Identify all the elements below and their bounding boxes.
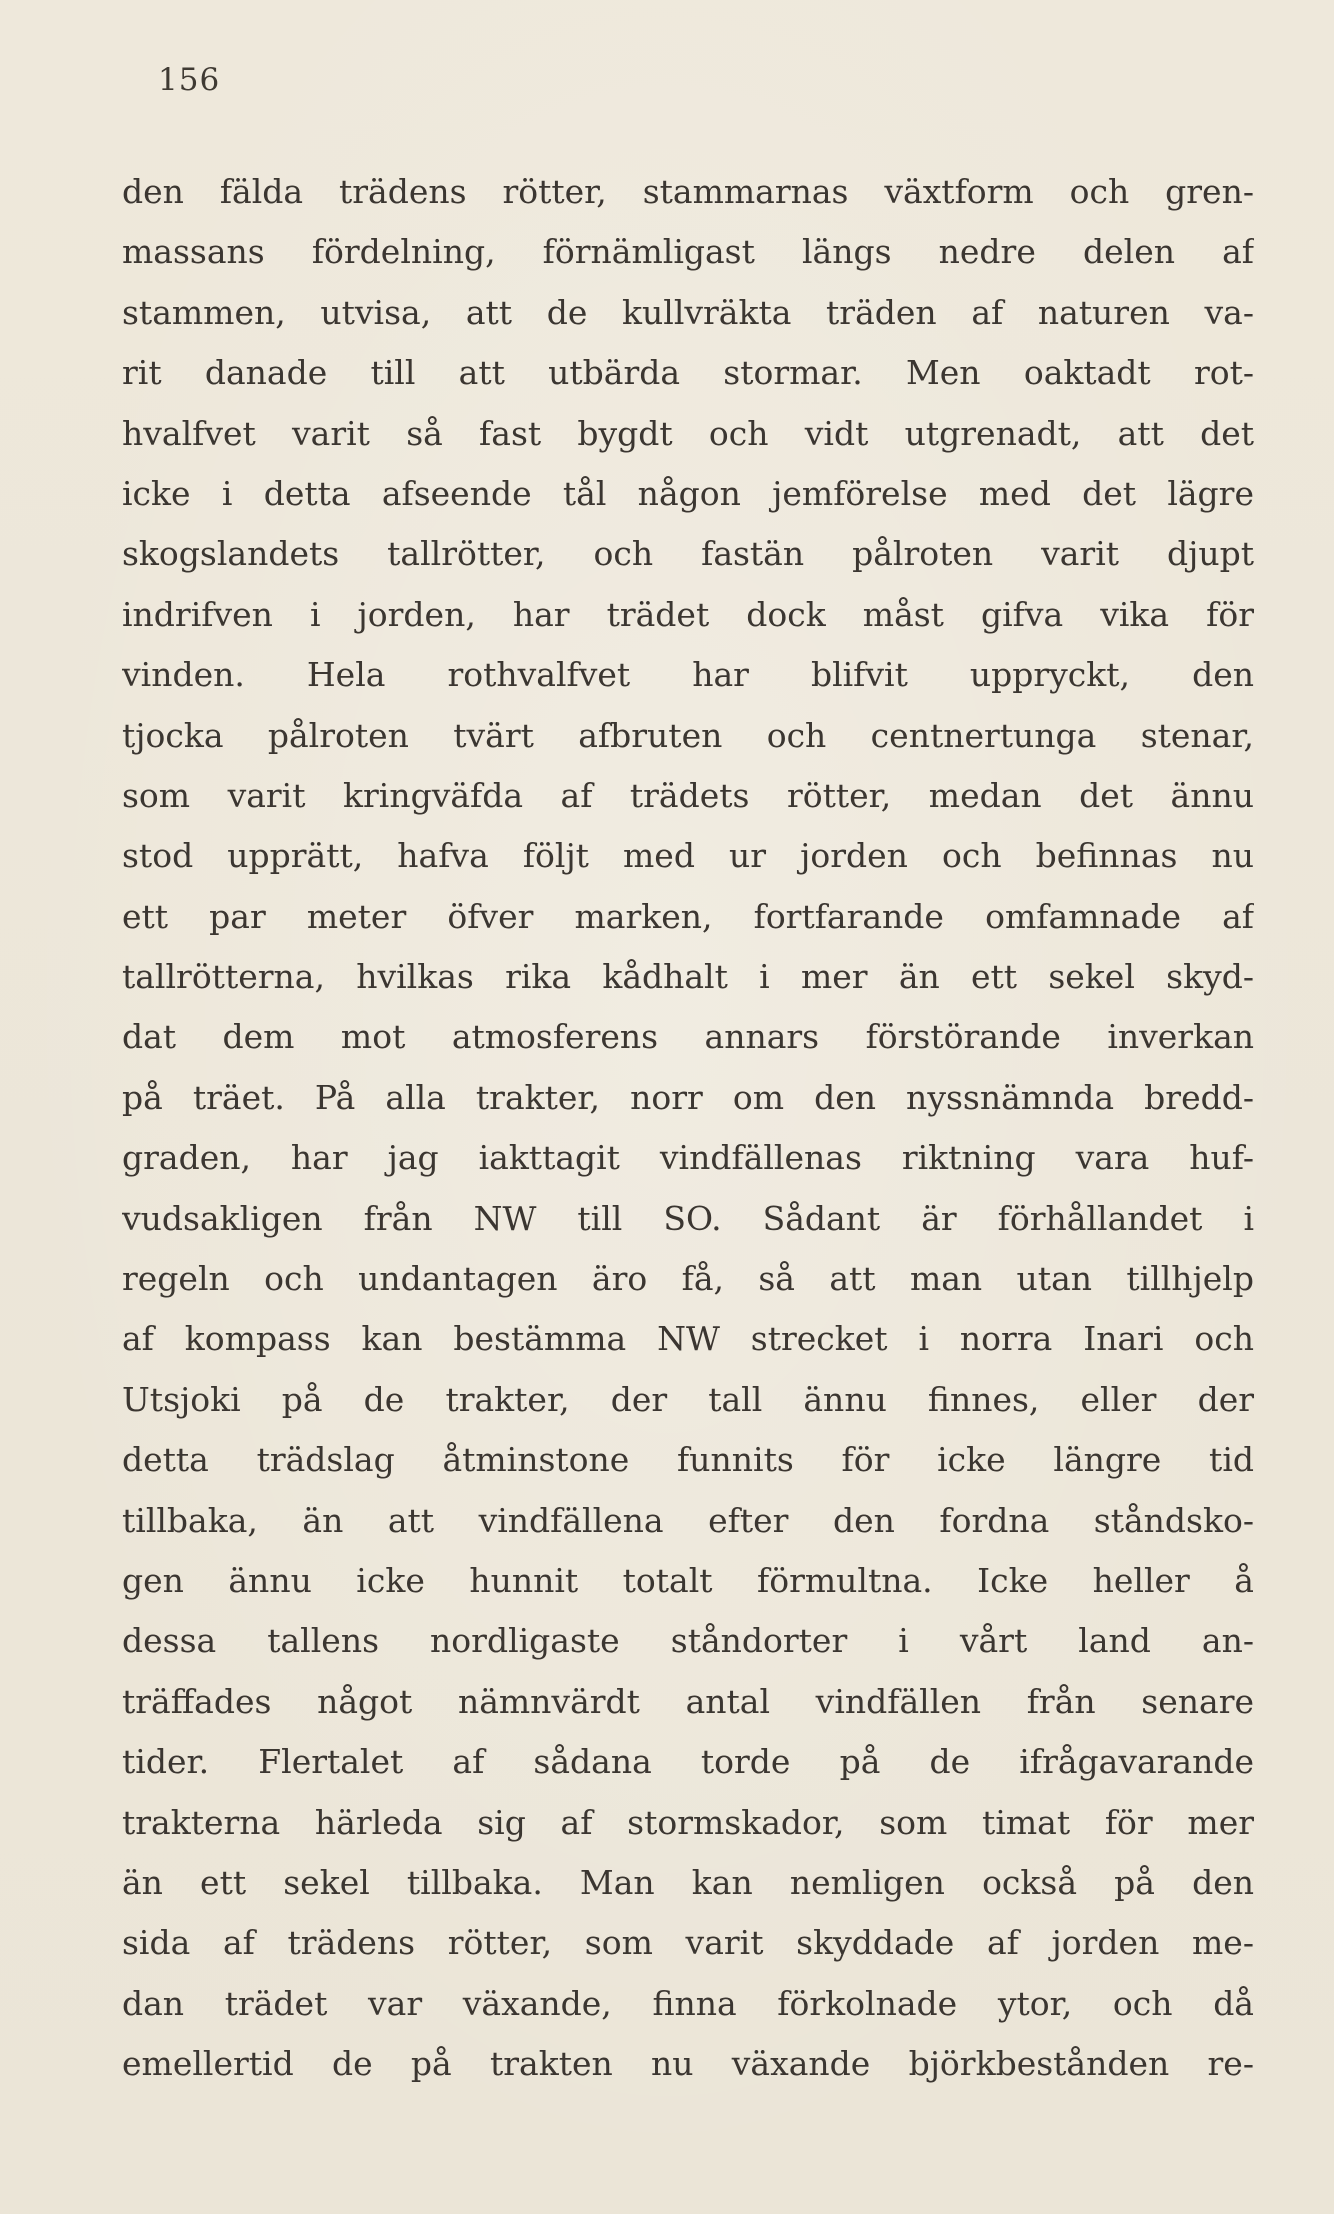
text-line: stod upprätt, hafva följt med ur jorden och befinnas nu	[122, 836, 1254, 876]
text-line: träffades något nämnvärdt antal vindfällen från senare	[122, 1681, 1254, 1721]
text-line: Utsjoki på de trakter, der tall ännu finnes, eller der	[122, 1379, 1254, 1419]
text-line: detta trädslag åtminstone funnits för icke längre tid	[122, 1440, 1254, 1480]
text-line: regeln och undantagen äro få, så att man utan tillhjelp	[122, 1259, 1254, 1299]
text-line: dessa tallens nordligaste ståndorter i vårt land an-	[122, 1621, 1254, 1661]
text-line: emellertid de på trakten nu växande björkbestånden re-	[122, 2044, 1254, 2084]
text-line: tillbaka, än att vindfällena efter den fordna ståndsko-	[122, 1500, 1254, 1540]
text-line: tjocka pålroten tvärt afbruten och centnertunga stenar,	[122, 715, 1254, 755]
text-line: rit danade till att utbärda stormar. Men oaktadt rot-	[122, 353, 1254, 393]
text-line: icke i detta afseende tål någon jemförelse med det lägre	[122, 473, 1254, 513]
text-line: tider. Flertalet af sådana torde på de ifrågavarande	[122, 1742, 1254, 1782]
body-text	[122, 162, 1254, 2095]
text-line: på träet. På alla trakter, norr om den nyssnämnda bredd-	[122, 1077, 1254, 1117]
text-line: stammen, utvisa, att de kullvräkta träden af naturen va-	[122, 292, 1254, 332]
text-line: sida af trädens rötter, som varit skyddade af jorden me-	[122, 1923, 1254, 1963]
text-line: den fälda trädens rötter, stammarnas växtform och gren-	[122, 172, 1254, 211]
text-line: trakterna härleda sig af stormskador, som timat för mer	[122, 1802, 1254, 1842]
text-line: hvalfvet varit så fast bygdt och vidt utgrenadt, att det	[122, 413, 1254, 453]
text-line: än ett sekel tillbaka. Man kan nemligen också på den	[122, 1862, 1254, 1902]
text-line: skogslandets tallrötter, och fastän pålroten varit djupt	[122, 534, 1254, 574]
text-line: ett par meter öfver marken, fortfarande omfamnade af	[122, 896, 1254, 936]
text-line: som varit kringväfda af trädets rötter, medan det ännu	[122, 775, 1254, 815]
text-line: dat dem mot atmosferens annars förstörande inverkan	[122, 1017, 1254, 1057]
page-number: 156	[158, 62, 221, 98]
text-line: graden, har jag iakttagit vindfällenas riktning vara huf-	[122, 1138, 1254, 1178]
text-line: massans fördelning, förnämligast längs nedre delen af	[122, 232, 1254, 272]
text-line: vinden. Hela rothvalfvet har blifvit uppryckt, den	[122, 655, 1254, 695]
text-line: tallrötterna, hvilkas rika kådhalt i mer än ett sekel skyd-	[122, 957, 1254, 997]
text-line: vudsakligen från NW till SO. Sådant är förhållandet i	[122, 1198, 1254, 1238]
text-line: af kompass kan bestämma NW strecket i norra Inari och	[122, 1319, 1254, 1359]
text-line: gen ännu icke hunnit totalt förmultna. Icke heller å	[122, 1560, 1254, 1600]
text-line: indrifven i jorden, har trädet dock måst gifva vika för	[122, 594, 1254, 634]
text-line: dan trädet var växande, finna förkolnade ytor, och då	[122, 1983, 1254, 2023]
